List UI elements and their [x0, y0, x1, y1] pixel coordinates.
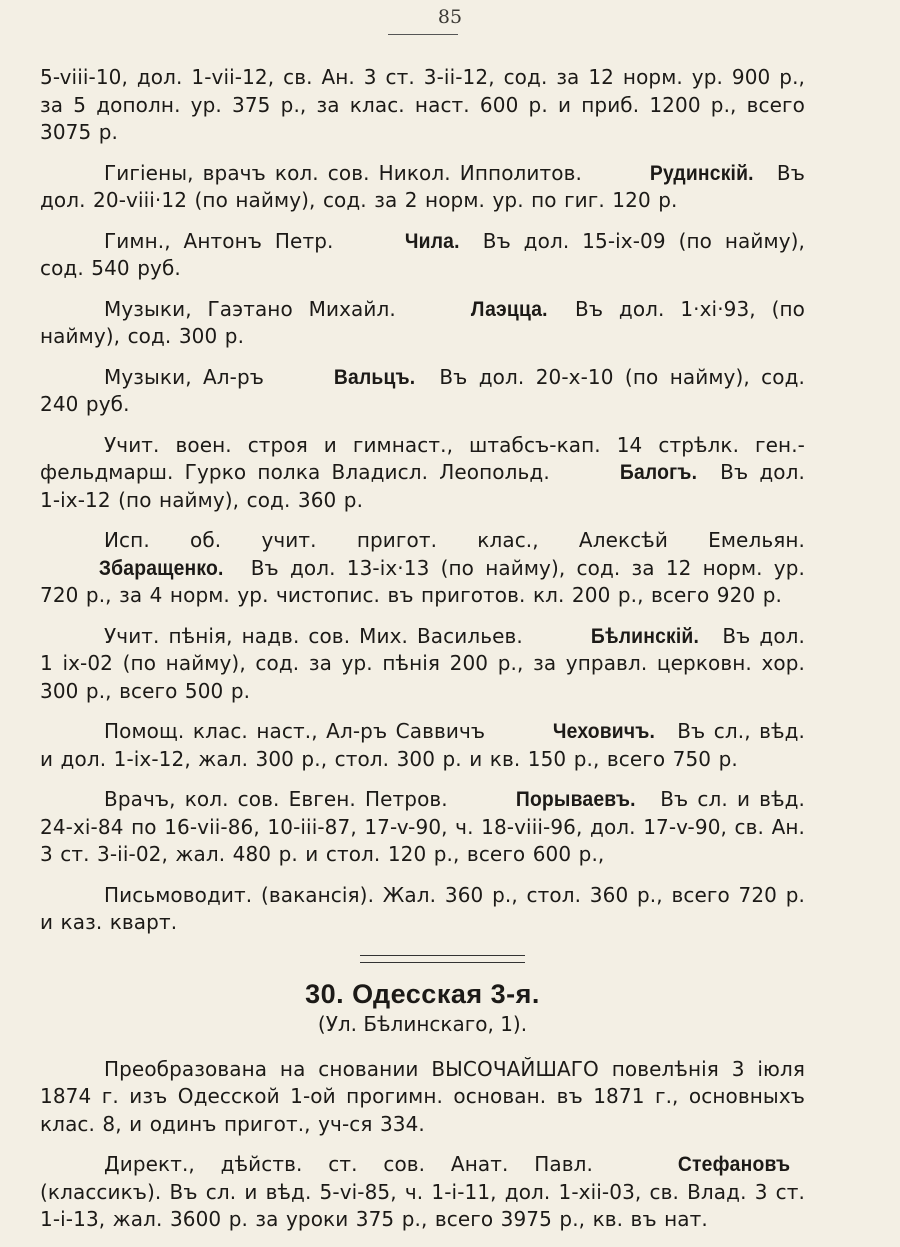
page-number-rule: [388, 34, 458, 35]
person-name: Балогъ.: [619, 461, 698, 484]
page-number: 85: [437, 6, 463, 28]
section-paragraph: Преобразована на сновании ВЫСОЧАЙШАГО повелѣнiя 3 iюля 1874 г. изъ Одесской 1-ой прогимн. основан. въ 1871 г., основныхъ клас. 8, и одинъ пригот., уч-ся 334.: [40, 1056, 805, 1136]
person-name: Чеховичъ.: [552, 720, 655, 743]
section-title: 30. Одесская 3-я.: [305, 978, 540, 1009]
section-address: (Ул. Бѣлинскаго, 1).: [317, 1011, 528, 1036]
page-content: [40, 64, 805, 1247]
entry-paragraph: Исп. об. учит. пригот. клас., Алексѣй Емельян. Збаращенко. Въ дол. 13-ix·13 (по найму), сод. за 12 норм. ур. 720 р., за 4 норм. ур. чистопис. въ приготов. кл. 200 р., всего 920 р.: [40, 528, 805, 607]
entry-paragraph: Музыки, Ал-ръ Вальцъ. Въ дол. 20-x-10 (по найму), сод. 240 руб.: [40, 364, 805, 416]
entry-paragraph: Музыки, Гаэтано Михайл. Лаэцца. Въ дол. 1·xi·93, (по найму), сод. 300 р.: [40, 296, 805, 348]
entry-paragraph: Гимн., Антонъ Петр. Чила. Въ дол. 15-ix-09 (по найму), сод. 540 руб.: [40, 228, 805, 280]
entry-paragraph: Гигiены, врачъ кол. сов. Никол. Ипполитов. Рудинскiй. Въ дол. 20-viii·12 (по найму), сод. за 2 норм. ур. по гиг. 120 р.: [40, 160, 805, 212]
entry-paragraph: Врачъ, кол. сов. Евген. Петров. Порываевъ. Въ сл. и вѣд. 24-xi-84 по 16-vii-86, 10-iii-87, 17-v-90, ч. 18-viii-96, дол. 17-v-90, св. Ан. 3 ст. 3-ii-02, жал. 480 р. и стол. 120 р., всего 600 р.,: [40, 787, 805, 866]
entry-paragraph: 5-viii-10, дол. 1-vii-12, св. Ан. 3 ст. 3-ii-12, сод. за 12 норм. ур. 900 р., за 5 дополн. ур. 375 р., за клас. наст. 600 р. и приб. 1200 р., всего 3075 р.: [40, 65, 805, 144]
section-paragraph: Директ., дѣйств. ст. сов. Анат. Павл. Стефановъ (классикъ). Въ сл. и вѣд. 5-vi-85, ч. 1-i-11, дол. 1-xii-03, св. Влад. 3 ст. 1-i-13, жал. 3600 р. за уроки 375 р., всего 3975 р., кв. въ нат.: [40, 1152, 805, 1231]
person-name: Лаэцца.: [470, 297, 548, 321]
person-name: Бѣлинскiй.: [590, 624, 699, 648]
person-name: Збаращенко.: [98, 556, 224, 580]
entry-paragraph: Помощ. клас. наст., Ал-ръ Саввичъ Чеховичъ. Въ сл., вѣд. и дол. 1-ix-12, жал. 300 р., стол. 300 р. и кв. 150 р., всего 750 р.: [40, 719, 805, 771]
entry-paragraph: Учит. воен. строя и гимнаст., штабсъ-кап. 14 стрѣлк. ген.-фельдмарш. Гурко полка Владисл. Леопольд. Балогъ. Въ дол. 1-ix-12 (по найму), сод. 360 р.: [40, 432, 805, 512]
person-name: Порываевъ.: [515, 788, 636, 811]
section-divider: [360, 955, 525, 963]
entry-paragraph: Письмоводит. (вакансiя). Жал. 360 р., стол. 360 р., всего 720 р. и каз. кварт.: [40, 882, 805, 934]
person-name: Стефановъ: [677, 1153, 791, 1176]
entry-paragraph: Учит. пѣнiя, надв. сов. Мих. Васильев. Бѣлинскiй. Въ дол. 1 ix-02 (по найму), сод. за ур. пѣнiя 200 р., за управл. церковн. хор. 300 р., всего 500 р.: [40, 623, 805, 703]
person-name: Вальцъ.: [334, 365, 416, 389]
person-name: Чила.: [405, 229, 460, 253]
person-name: Рудинскiй.: [649, 161, 754, 185]
